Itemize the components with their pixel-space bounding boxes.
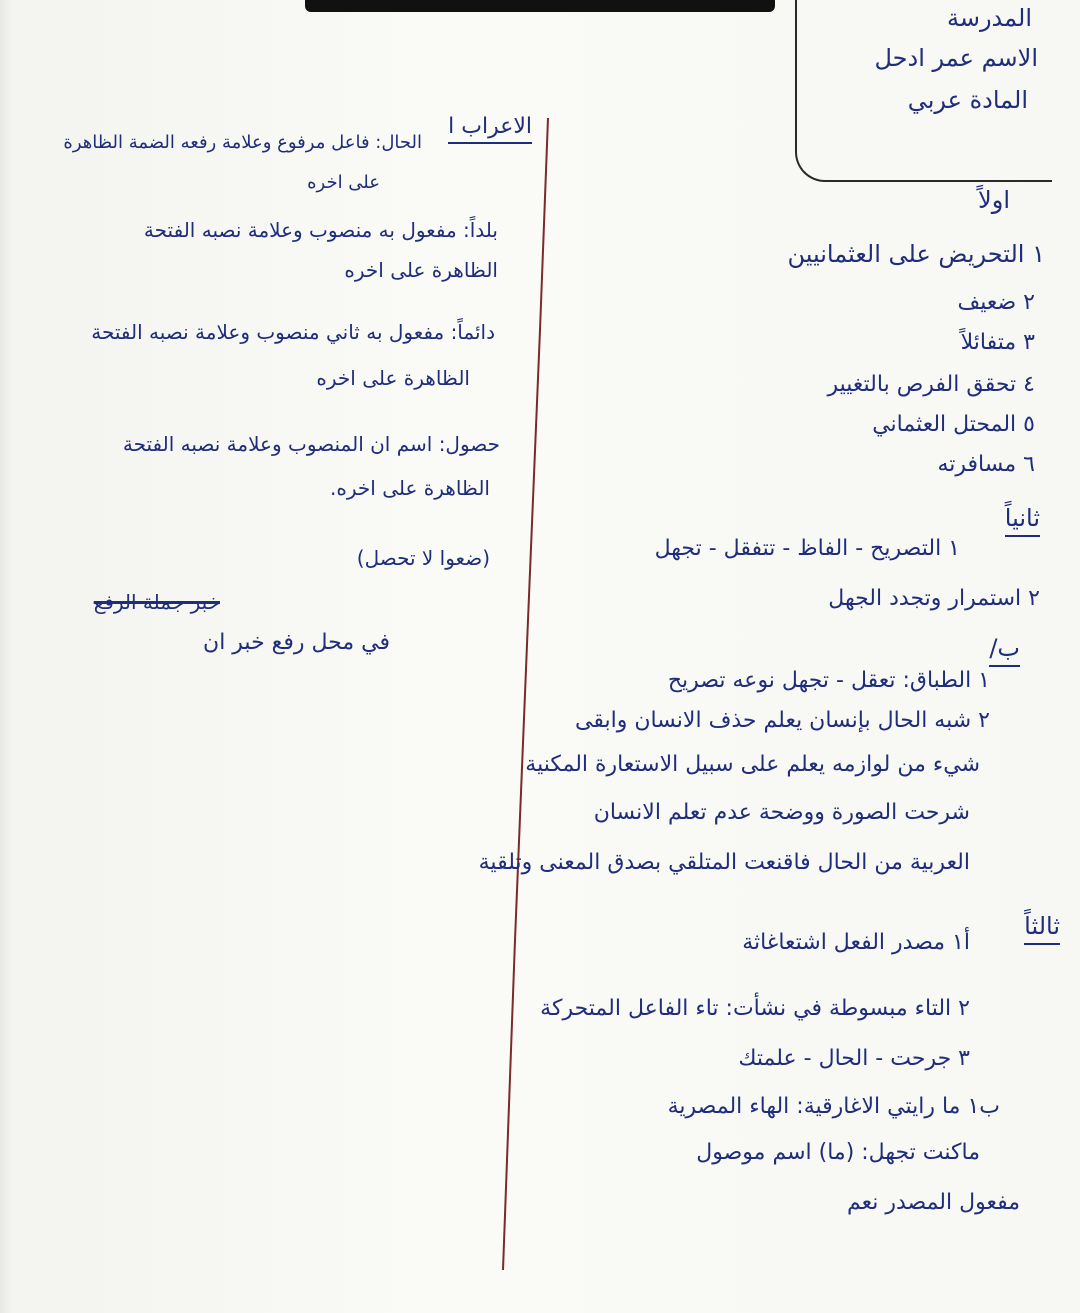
header-box [795, 0, 1052, 182]
left-line: في محل رفع خبر ان [203, 630, 390, 655]
section3-heading: ثالثاً [1024, 912, 1060, 945]
s3-item: ماكنت تجهل: (ما) اسم موصول [696, 1140, 980, 1165]
s2-item: ١ التصريح - الفاظ - تتفقل - تجهل [654, 536, 960, 561]
s1-item: ١ التحريض على العثمانيين [787, 240, 1045, 268]
s1-item: ٥ المحتل العثماني [872, 412, 1035, 437]
left-line: على اخره [307, 172, 380, 193]
left-line: حصول: اسم ان المنصوب وعلامة نصبه الفتحة [122, 432, 500, 456]
s3-item: ٢ التاء مبسوطة في نشأت: تاء الفاعل المتحركة [540, 996, 970, 1021]
s1-item: ٣ متفائلاً [960, 330, 1035, 355]
s2b-item: ١ الطباق: تعقل - تجهل نوعه تصريح [667, 668, 990, 693]
page-fold-shadow [0, 0, 14, 1313]
s3-item: مفعول المصدر نعم [846, 1190, 1020, 1215]
left-line: الظاهرة على اخره [344, 258, 498, 282]
s1-item: ٤ تحقق الفرص بالتغيير [827, 372, 1035, 397]
s3-item: أ١ مصدر الفعل اشتعاغاثة [742, 930, 970, 955]
clipboard-clip [305, 0, 775, 12]
s2b-item: شيء من لوازمه يعلم على سبيل الاستعارة المكنية [525, 752, 980, 777]
left-line: الحال: فاعل مرفوع وعلامة رفعه الضمة الظاهرة [63, 132, 422, 153]
left-heading: الاعراب ا [448, 114, 532, 144]
header-school: المدرسة [946, 4, 1032, 32]
section2-heading: ثانياً [1005, 504, 1040, 537]
s1-item: ٦ مسافرته [937, 452, 1035, 477]
left-line: الظاهرة على اخره [316, 366, 470, 390]
s1-item: ٢ ضعيف [957, 290, 1035, 315]
section2b-heading: ب/ [989, 634, 1020, 667]
left-line: الظاهرة على اخره. [330, 476, 490, 500]
s2b-item: شرحت الصورة ووضحة عدم تعلم الانسان [593, 800, 970, 825]
left-line: دائماً: مفعول به ثاني منصوب وعلامة نصبه الفتحة [91, 320, 495, 344]
header-subject: المادة عربي [907, 86, 1028, 114]
section1-heading: اولاً [978, 186, 1010, 214]
header-name: الاسم عمر ادحل [874, 44, 1038, 72]
left-line: بلداً: مفعول به منصوب وعلامة نصبه الفتحة [143, 218, 498, 242]
s2b-item: العربية من الحال فاقنعت المتلقي بصدق المعنى وتلقية [478, 850, 970, 875]
s2-item: ٢ استمرار وتجدد الجهل [828, 586, 1040, 611]
s3-item: ب١ ما رايتي الاغارقية: الهاء المصرية [667, 1094, 1000, 1119]
s2b-item: ٢ شبه الحال بإنسان يعلم حذف الانسان وابقى [575, 708, 990, 733]
s3-item: ٣ جرحت - الحال - علمتك [738, 1046, 970, 1071]
crossed-out-text: خبر جملة الرفع [93, 590, 220, 614]
left-line: (ضعوا لا تحصل) [356, 546, 490, 570]
